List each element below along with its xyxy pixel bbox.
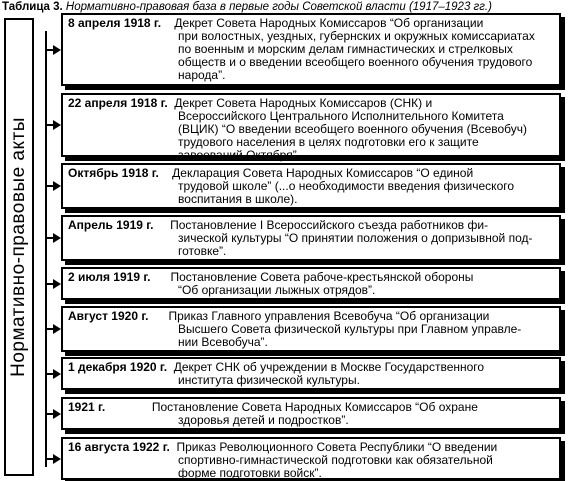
vertical-connector — [45, 31, 47, 467]
sidebar-label: Нормативно-правовые акты — [8, 117, 29, 377]
connector-arrow-head — [53, 181, 61, 191]
act-date: 2 июля 1919 г. — [68, 270, 151, 284]
connector-arrow-head — [53, 120, 61, 130]
connector-arrow-head — [53, 233, 61, 243]
act-text: Декрет СНК об учреждении в Москве Государственного института физической культуры. — [173, 360, 485, 387]
act-date: 22 апреля 1918 г. — [68, 96, 168, 110]
act-item — [61, 163, 561, 209]
act-text: Декрет Совета Народных Комиссаров (СНК) и Всероссийского Центрального Исполнительного Комитета (ВЦИК) “О введении всеобщего военного обучения (Всевобуч) трудового населения в целях подготовки его к защите завоеваний Октября”. — [174, 96, 528, 162]
act-item — [61, 215, 561, 261]
table-caption — [2, 0, 570, 14]
connector-arrow-head — [53, 369, 61, 379]
act-text: Декларация Совета Народных Комиссаров “О единой трудовой школе” (...о необходимости введения физического воспитания в школе). — [172, 166, 515, 206]
act-date: 16 августа 1922 г. — [68, 440, 170, 454]
caption-label: Таблица 3. — [2, 1, 63, 13]
connector-arrow-head — [53, 279, 61, 289]
act-item — [61, 437, 561, 480]
act-text: Постановление Совета Народных Комиссаров “Об охране здоровья детей и подростков”. — [151, 400, 478, 427]
act-text: Постановление Совета рабоче-крестьянской обороны “Об организации лыжных отрядов”. — [170, 270, 474, 297]
act-date: 1 декабря 1920 г. — [68, 360, 168, 374]
connector-arrow-head — [53, 454, 61, 464]
act-date: 1921 г. — [68, 400, 106, 414]
act-date: Апрель 1919 г. — [68, 218, 154, 232]
connector-arrow-head — [53, 409, 61, 419]
connector-arrow-head — [53, 324, 61, 334]
act-item — [61, 397, 561, 430]
act-item — [61, 13, 561, 86]
sidebar-category — [4, 18, 34, 476]
act-item — [61, 267, 561, 300]
caption-title: Нормативно-правовая база в первые годы Советской власти (1917–1923 гг.) — [65, 1, 492, 13]
act-text: Приказ Главного управления Всевобуча “Об организации Высшего Совета физической культуры при Главном управле- нии Всевобуча”. — [168, 309, 522, 349]
act-item — [61, 306, 561, 352]
act-text: Декрет Совета Народных Комиссаров “Об организации при волостных, уездных, губернских и окружных комиссариатах по военным и морским делам гимнастических и стрелковых обществ и о введении всеобщего военного обучения трудового народа”. — [174, 16, 535, 82]
act-item — [61, 357, 561, 390]
act-date: Октябрь 1918 г. — [68, 166, 159, 180]
act-text: Постановление I Всероссийского съезда работников фи- зической культуры “О принятии положения о допризывной под- готовке”. — [170, 218, 533, 258]
act-text: Приказ Революционного Совета Республики “О введении спортивно-гимнастической подготовки как обязательной форме подготовки войск”. — [176, 440, 498, 480]
act-item — [61, 93, 561, 162]
act-date: 8 апреля 1918 г. — [68, 16, 162, 30]
act-date: Август 1920 г. — [68, 309, 149, 323]
connector-arrow-head — [53, 45, 61, 55]
